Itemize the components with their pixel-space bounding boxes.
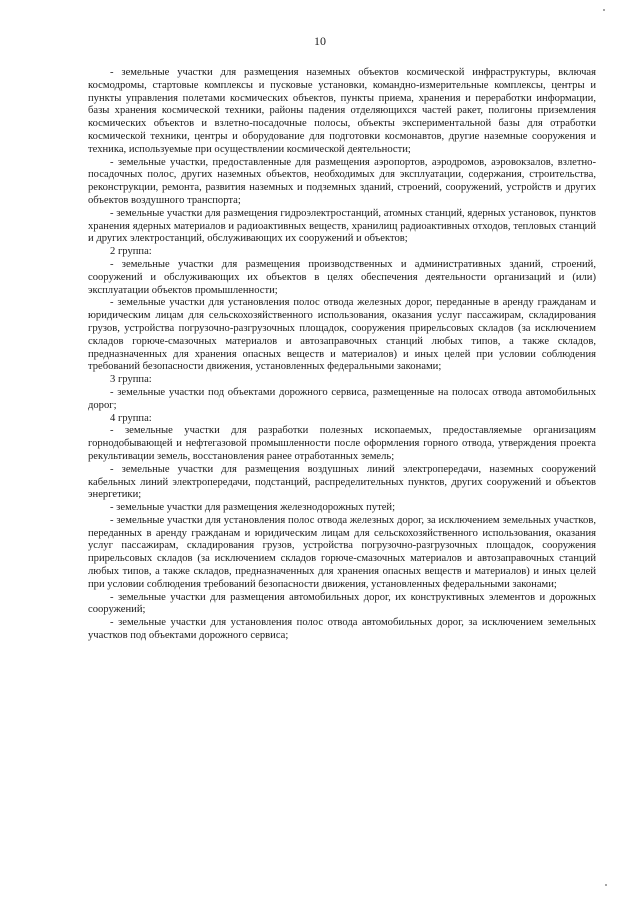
paragraph: - земельные участки для установления полос отвода железных дорог, переданные в аренду гражданам и юридическим лицам для сельскохозяйственного использования, оказания услуг пассажирам, складирования грузов, устройства погрузочно-разгрузочных площадок, сооружения прирельсовых складов (за исключением складов горюче-смазочных материалов и автозаправочных станций любых типов, а также складов, предназначенных для хранения опасных веществ и материалов) и иных целей при условии соблюдения требований безопасности движения, установленных федеральными законами; [88,297,596,373]
paragraph: - земельные участки для разработки полезных ископаемых, предоставляемые организациям горнодобывающей и нефтегазовой промышленности после оформления горного отвода, утверждения проекта рекультивации земель, восстановления ранее отработанных земель; [88,425,596,462]
paragraph: - земельные участки для установления полос отвода железных дорог, за исключением земельных участков, переданных в аренду гражданам и юридическим лицам для сельскохозяйственного использования, оказания услуг пассажирам, складирования грузов, устройства погрузочно-разгрузочных площадок, сооружения прирельсовых складов (за исключением складов горюче-смазочных материалов и автозаправочных станций любых типов, а также складов, предназначенных для хранения опасных веществ и материалов) и иных целей при условии соблюдения требований безопасности движения, установленных федеральными законами; [88,514,596,590]
scan-speck [605,884,607,886]
paragraph: - земельные участки, предоставленные для размещения аэропортов, аэродромов, аэровокзалов, взлетно-посадочных полос, других наземных объектов, необходимых для эксплуатации, содержания, строительства, реконструкции, ремонта, развития наземных и подземных зданий, строений, сооружений, устройств и других объектов воздушного транспорта; [88,156,596,206]
group-heading: 4 группа: [110,412,152,424]
group-heading: 3 группа: [110,374,152,386]
page-number: 10 [314,34,326,48]
scan-speck [603,9,605,11]
paragraph: - земельные участки для размещения воздушных линий электропередачи, наземных сооружений кабельных линий электропередачи, подстанций, распределительных пунктов, других сооружений и объектов энергетики; [88,463,596,501]
paragraph: - земельные участки для размещения железнодорожных путей; [110,502,396,514]
paragraph: - земельные участки для размещения производственных и административных зданий, строений, сооружений и обслуживающих их объектов в целях обеспечения деятельности организаций и (или) эксплуатации объектов промышленности; [88,258,596,296]
document-body [88,67,596,643]
paragraph: - земельные участки для размещения гидроэлектростанций, атомных станций, ядерных установок, пунктов хранения ядерных материалов и радиоактивных веществ, хранилищ радиоактивных отходов, тепловых станций и других электростанций, обслуживающих их сооружений и объектов; [88,207,596,245]
paragraph: - земельные участки для размещения автомобильных дорог, их конструктивных элементов и дорожных сооружений; [88,591,596,616]
paragraph: - земельные участки под объектами дорожного сервиса, размещенные на полосах отвода автомобильных дорог; [88,386,596,411]
group-heading: 2 группа: [110,246,152,258]
paragraph: - земельные участки для установления полос отвода автомобильных дорог, за исключением земельных участков под объектами дорожного сервиса; [88,617,596,642]
paragraph: - земельные участки для размещения наземных объектов космической инфраструктуры, включая космодромы, стартовые комплексы и пусковые установки, командно-измерительные комплексы, центры и пункты управления полетами космических объектов, пункты приема, хранения и переработки информации, базы хранения космической техники, районы падения отделяющихся частей ракет, полигоны приземления космических объектов и взлетно-посадочные полосы, объекты экспериментальной базы для отработки космической техники, центры и оборудование для подготовки космонавтов, другие наземные сооружения и техника, используемые при осуществлении космической деятельности; [88,67,596,155]
